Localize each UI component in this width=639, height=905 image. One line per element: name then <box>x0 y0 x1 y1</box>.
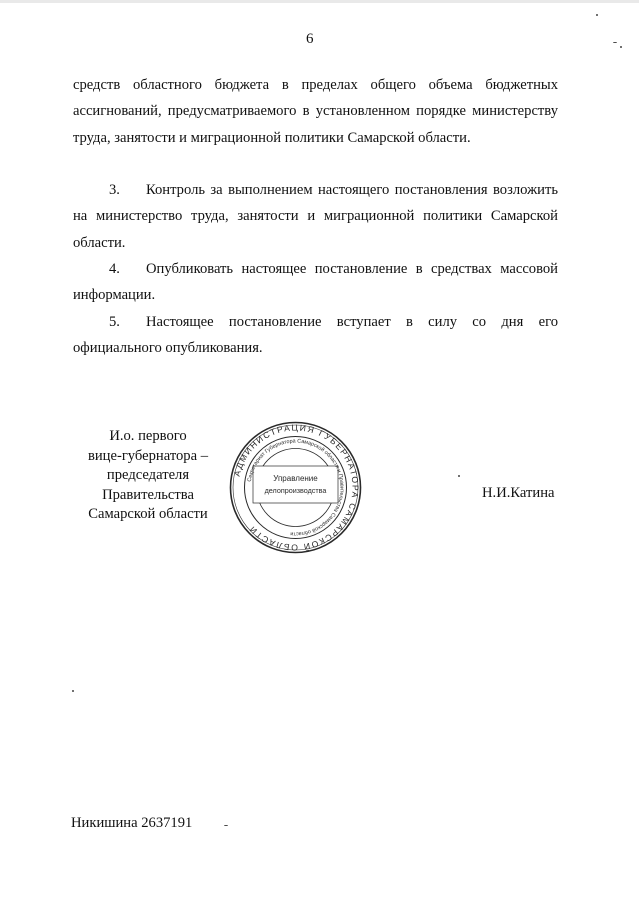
paragraph-number: 5. <box>109 314 120 330</box>
executor-info: Никишина 2637191 <box>71 815 193 831</box>
seal-inner-text: Секретариат Губернатора Самарской области и Правительства Самарской области <box>246 438 345 537</box>
continued-paragraph: средств областного бюджета в пределах общего объема бюджетных ассигнований, предусматриваемого в установленном порядке министерству труда, занятости и миграционной политики Самарской области. <box>73 77 558 146</box>
paragraph-item-5 <box>73 309 558 362</box>
paragraph-text: Настоящее постановление вступает в силу со дня его официального опубликования. <box>73 314 558 357</box>
paragraph-number: 3. <box>109 182 120 198</box>
position-line: Самарской области <box>88 506 208 522</box>
paragraph-item-4 <box>73 256 558 309</box>
paragraph-item-3 <box>73 177 558 256</box>
seal-center-line-1: Управление <box>273 474 318 483</box>
seal-center-line-2: делопроизводства <box>264 486 327 495</box>
scan-speck <box>596 14 598 16</box>
official-seal <box>228 420 363 555</box>
paragraph-text: Опубликовать настоящее постановление в средствах массовой информации. <box>73 261 558 304</box>
position-line: И.о. первого <box>109 428 187 444</box>
scan-speck <box>620 46 622 48</box>
scan-speck <box>224 825 228 826</box>
position-line: председателя Правительства <box>102 467 194 503</box>
signatory-position <box>60 427 236 525</box>
scan-top-edge <box>0 0 639 3</box>
seal-outer-text: АДМИНИСТРАЦИЯ ГУБЕРНАТОРА САМАРСКОЙ ОБЛАСТИ <box>231 422 361 553</box>
scan-speck <box>613 42 617 43</box>
paragraph-number: 4. <box>109 261 120 277</box>
scan-speck <box>72 690 74 692</box>
signatory-name: Н.И.Катина <box>482 485 555 501</box>
page-number: 6 <box>306 31 314 47</box>
position-line: вице-губернатора – <box>87 447 209 464</box>
scan-speck <box>458 475 460 477</box>
paragraph-text: Контроль за выполнением настоящего постановления возложить на министерство труда, занятости и миграционной политики Самарской области. <box>73 182 558 251</box>
